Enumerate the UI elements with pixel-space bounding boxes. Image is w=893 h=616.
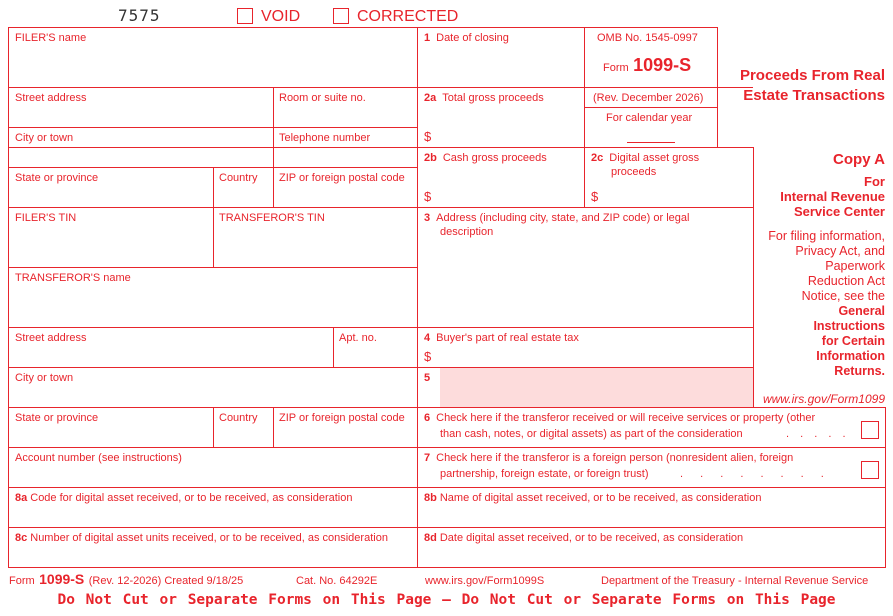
transferor-tin-label: TRANSFEROR'S TIN — [219, 212, 325, 224]
box-8c-label: 8c Number of digital asset units received, or to be received, as consideration — [15, 532, 388, 544]
box-2b-dollar: $ — [424, 189, 432, 204]
box-7-label-2: partnership, foreign estate, or foreign trust) — [440, 468, 649, 480]
box-2a-label: 2a Total gross proceeds — [424, 92, 544, 104]
box-2c-label-2: proceeds — [611, 166, 657, 178]
corrected-checkbox[interactable] — [333, 8, 349, 24]
footer-dept: Department of the Treasury - Internal Revenue Service — [601, 575, 869, 587]
box-7-label: 7 Check here if the transferor is a foreign person (nonresident alien, foreign — [424, 452, 794, 464]
box-8a-label: 8a Code for digital asset received, or to be received, as consideration — [15, 492, 353, 504]
box-2b-label: 2b Cash gross proceeds — [424, 152, 547, 164]
footer-cat: Cat. No. 64292E — [296, 575, 378, 587]
copy-irs-1: Internal Revenue — [780, 189, 885, 204]
copy-info-1: For filing information, — [768, 229, 885, 243]
box-7-checkbox[interactable] — [861, 461, 879, 479]
zip-label: ZIP or foreign postal code — [279, 172, 405, 184]
footer-url[interactable]: www.irs.gov/Form1099S — [425, 575, 545, 587]
copy-info-4: Reduction Act — [807, 274, 885, 288]
copy-info-b4: Information — [816, 349, 885, 363]
copy-info-3: Paperwork — [825, 259, 885, 273]
box-2a-dollar: $ — [424, 129, 432, 144]
street-label: Street address — [15, 92, 87, 104]
copy-url[interactable]: www.irs.gov/Form1099 — [762, 392, 885, 406]
country-label: Country — [219, 172, 258, 184]
country2-label: Country — [219, 412, 258, 424]
copy-info-b1: General — [838, 304, 885, 318]
state2-label: State or province — [15, 412, 99, 424]
box-8d-label: 8d Date digital asset received, or to be received, as consideration — [424, 532, 744, 544]
copy-info-b2: Instructions — [813, 319, 885, 333]
box-4-label: 4 Buyer's part of real estate tax — [424, 332, 579, 344]
copy-info-5: Notice, see the — [801, 289, 885, 303]
box-3-label-2: description — [440, 226, 494, 238]
form-code: 7575 — [118, 6, 161, 25]
box-4-dollar: $ — [424, 349, 432, 364]
void-checkbox[interactable] — [237, 8, 253, 24]
city-label: City or town — [15, 132, 74, 144]
transferor-name-label: TRANSFEROR'S name — [15, 272, 131, 284]
street2-label: Street address — [15, 332, 87, 344]
box-2c-label: 2c Digital asset gross — [591, 152, 700, 164]
copy-irs-2: Service Center — [793, 204, 885, 219]
filer-name-label: FILER'S name — [15, 32, 87, 44]
zip2-label: ZIP or foreign postal code — [279, 412, 405, 424]
form-number: Form 1099-S — [603, 55, 692, 75]
do-not-cut-banner: Do Not Cut or Separate Forms on This Page — Do Not Cut or Separate Forms on This Page — [57, 592, 836, 608]
box-1-label: 1 Date of closing — [424, 32, 509, 44]
box-6-checkbox[interactable] — [861, 421, 879, 439]
copy-a-title: Copy A — [833, 151, 885, 168]
transferor-name-field[interactable] — [10, 286, 415, 326]
copy-a-panel — [756, 151, 885, 406]
void-label: VOID — [261, 8, 301, 25]
copy-for: For — [864, 174, 885, 189]
account-label: Account number (see instructions) — [15, 452, 182, 464]
footer-form: Form 1099-S (Rev. 12-2026) Created 9/18/25 — [9, 571, 244, 587]
copy-info-b5: Returns. — [834, 364, 885, 378]
apt-label: Apt. no. — [339, 332, 377, 344]
revision: (Rev. December 2026) — [593, 92, 704, 104]
city2-label: City or town — [15, 372, 74, 384]
account-field[interactable] — [10, 466, 415, 486]
box-6-label: 6 Check here if the transferor received or will receive services or property (other — [424, 412, 816, 424]
box-3-label: 3 Address (including city, state, and ZIP code) or legal — [424, 212, 690, 224]
calendar-year-line[interactable] — [627, 142, 675, 143]
phone-label: Telephone number — [279, 132, 371, 144]
box-8b-label: 8b Name of digital asset received, or to be received, as consideration — [424, 492, 762, 504]
corrected-label: CORRECTED — [357, 8, 459, 25]
box-6-dots: . . . . . — [786, 428, 850, 440]
state-label: State or province — [15, 172, 99, 184]
copy-info-2: Privacy Act, and — [795, 244, 885, 258]
box-5-label: 5 — [424, 372, 431, 384]
room-label: Room or suite no. — [279, 92, 366, 104]
filer-name-field[interactable] — [10, 46, 415, 86]
omb-number: OMB No. 1545-0997 — [597, 32, 698, 44]
box-5-shaded — [440, 368, 753, 407]
box-6-label-2: than cash, notes, or digital assets) as part of the consideration — [440, 428, 743, 440]
copy-info-b3: for Certain — [821, 334, 885, 348]
calendar-year-label: For calendar year — [606, 112, 693, 124]
filer-tin-label: FILER'S TIN — [15, 212, 77, 224]
box-7-dots: . . . . . . . . — [680, 468, 831, 480]
box-2c-dollar: $ — [591, 189, 599, 204]
form-title: Proceeds From Real Estate Transactions — [739, 67, 885, 104]
